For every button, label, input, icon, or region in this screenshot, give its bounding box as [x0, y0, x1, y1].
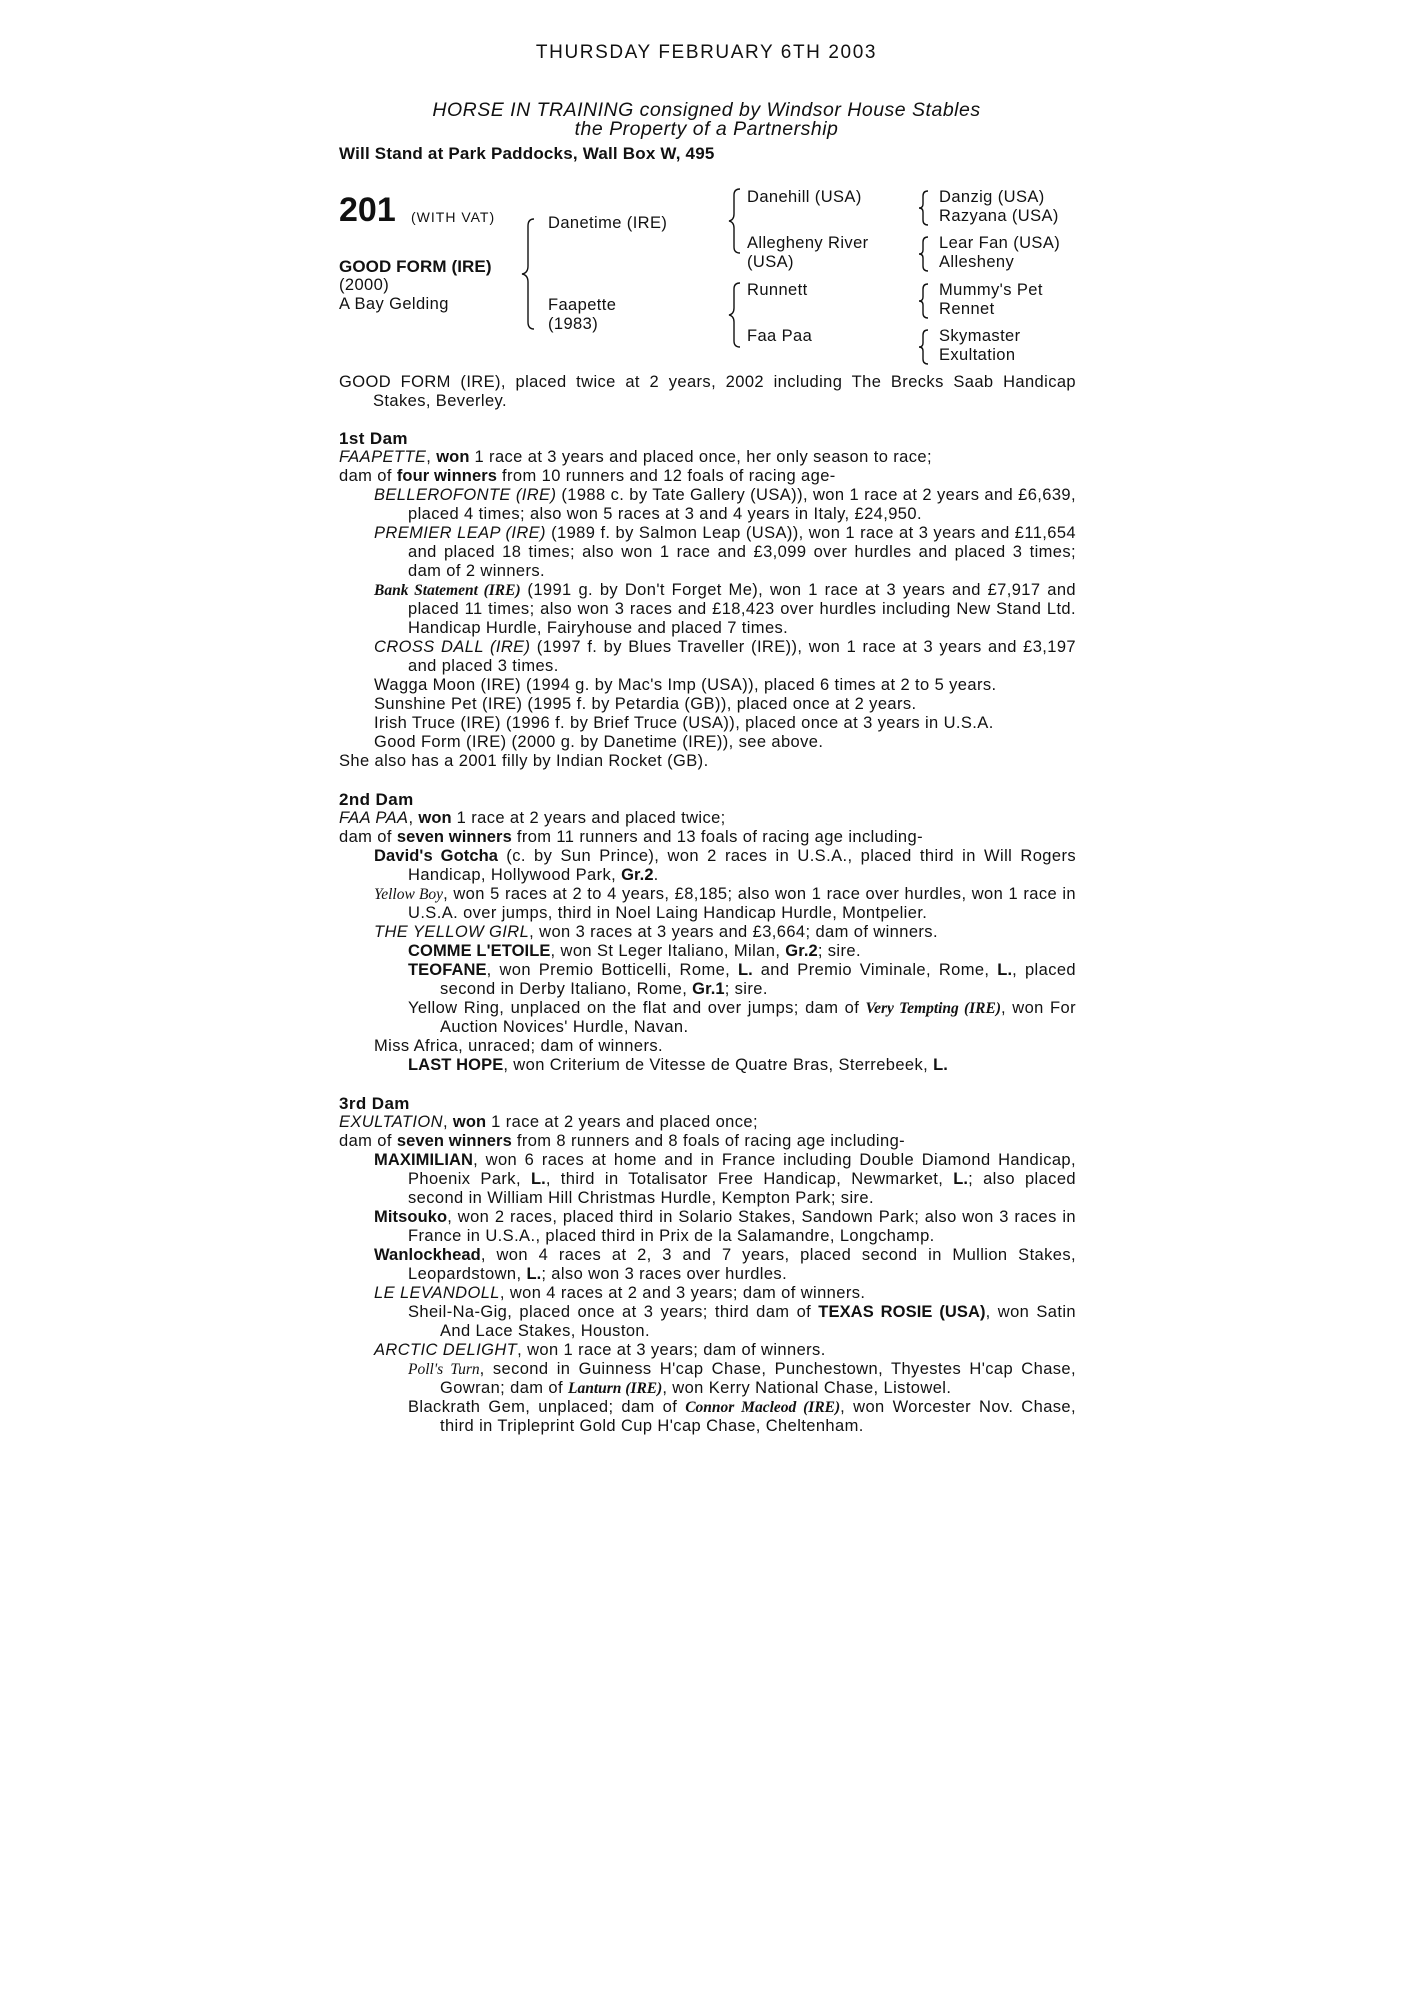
first-dam-heading: 1st Dam: [339, 429, 408, 448]
sire-sire: Danehill (USA): [747, 188, 862, 206]
second-dam-section: [339, 790, 1076, 1075]
third-dam-name: EXULTATION: [339, 1113, 443, 1131]
ancestor-3: Lear Fan (USA): [939, 234, 1061, 252]
consignor-text: HORSE IN TRAINING consigned by Windsor House Stables: [432, 99, 981, 121]
pedigree-brace-g12: [918, 190, 932, 226]
ancestor-6: Rennet: [939, 300, 995, 318]
produce-entry: MAXIMILIAN, won 6 races at home and in France including Double Diamond Handicap, Phoenix Park, L., third in Totalisator Free Handicap, Newmarket, L.; also placed second in William Hill Christmas Hurdle, Kempton Park; sire.: [374, 1151, 1076, 1207]
stand-location: Will Stand at Park Paddocks, Wall Box W, 495: [339, 144, 715, 163]
produce-entry: LE LEVANDOLL, won 4 races at 2 and 3 years; dam of winners.: [374, 1284, 866, 1302]
pedigree-brace-sire: [728, 188, 744, 254]
second-dam-name: FAA PAA: [339, 809, 409, 827]
produce-entry: Wagga Moon (IRE) (1994 g. by Mac's Imp (USA)), placed 6 times at 2 to 5 years.: [374, 676, 997, 694]
produce-entry: PREMIER LEAP (IRE) (1989 f. by Salmon Leap (USA)), won 1 race at 3 years and £11,654 and placed 18 times; also won 1 race and £3,099 over hurdles and placed 3 times; dam of 2 winners.: [374, 524, 1077, 580]
sire-name: Danetime (IRE): [548, 214, 668, 232]
ancestor-7: Skymaster: [939, 327, 1021, 345]
produce-entry: Yellow Boy, won 5 races at 2 to 4 years, £8,185; also won 1 race over hurdles, won 1 race in U.S.A. over jumps, third in Noel Laing Handicap Hurdle, Montpelier.: [374, 885, 1076, 922]
ancestor-1: Danzig (USA): [939, 188, 1045, 206]
horse-description: A Bay Gelding: [339, 295, 449, 313]
first-dam-section: [339, 429, 1076, 771]
second-dam-heading: 2nd Dam: [339, 790, 414, 809]
pedigree-brace-g34: [918, 236, 932, 272]
third-dam-heading: 3rd Dam: [339, 1094, 410, 1113]
produce-entry: Good Form (IRE) (2000 g. by Danetime (IRE)), see above.: [374, 733, 824, 751]
first-dam-produce: dam of four winners from 10 runners and 12 foals of racing age-: [339, 467, 836, 485]
sire-dam-suffix: (USA): [747, 253, 794, 271]
produce-entry: LAST HOPE, won Criterium de Vitesse de Quatre Bras, Sterrebeek, L.: [408, 1056, 948, 1074]
produce-entry: Wanlockhead, won 4 races at 2, 3 and 7 years, placed second in Mullion Stakes, Leopardstown, L.; also won 3 races over hurdles.: [374, 1246, 1076, 1283]
produce-entry: Sheil-Na-Gig, placed once at 3 years; third dam of TEXAS ROSIE (USA), won Satin And Lace Stakes, Houston.: [408, 1303, 1076, 1340]
second-dam-produce: dam of seven winners from 11 runners and 13 foals of racing age including-: [339, 828, 923, 846]
third-dam-record: EXULTATION, won 1 race at 2 years and placed once;: [339, 1113, 758, 1131]
vat-note: (WITH VAT): [411, 209, 496, 225]
pedigree-brace-main: [520, 218, 540, 330]
horse-year: (2000): [339, 276, 390, 294]
lot-number: 201: [339, 191, 396, 229]
third-dam-section: [339, 1094, 1076, 1436]
dam-sire: Runnett: [747, 281, 808, 299]
produce-entry: COMME L'ETOILE, won St Leger Italiano, Milan, Gr.2; sire.: [408, 942, 861, 960]
produce-entry: Sunshine Pet (IRE) (1995 f. by Petardia (GB)), placed once at 2 years.: [374, 695, 917, 713]
produce-entry: Yellow Ring, unplaced on the flat and over jumps; dam of Very Tempting (IRE), won For Auction Novices' Hurdle, Navan.: [408, 999, 1076, 1036]
ancestor-8: Exultation: [939, 346, 1016, 364]
produce-entry: Poll's Turn, second in Guinness H'cap Chase, Punchestown, Thyestes H'cap Chase, Gowran; dam of Lanturn (IRE), won Kerry National Chase, Listowel.: [408, 1360, 1076, 1397]
race-summary: [339, 373, 1076, 411]
ancestor-2: Razyana (USA): [939, 207, 1059, 225]
dam-year: (1983): [548, 315, 599, 333]
produce-entry: Blackrath Gem, unplaced; dam of Connor Macleod (IRE), won Worcester Nov. Chase, third in Tripleprint Gold Cup H'cap Chase, Cheltenham.: [408, 1398, 1076, 1435]
produce-entry: Bank Statement (IRE) (1991 g. by Don't Forget Me), won 1 race at 3 years and £7,917 and placed 11 times; also won 3 races and £18,423 over hurdles including New Stand Ltd. Handicap Hurdle, Fairyhouse and placed 7 times.: [374, 581, 1077, 637]
dam-dam: Faa Paa: [747, 327, 813, 345]
property-text: the Property of a Partnership: [574, 118, 839, 140]
produce-entry: CROSS DALL (IRE) (1997 f. by Blues Traveller (IRE)), won 1 race at 3 years and £3,197 and placed 3 times.: [374, 638, 1076, 675]
produce-entry: ARCTIC DELIGHT, won 1 race at 3 years; dam of winners.: [374, 1341, 826, 1359]
produce-entry: THE YELLOW GIRL, won 3 races at 3 years and £3,664; dam of winners.: [374, 923, 938, 941]
consignor-line: [0, 101, 1413, 139]
summary-line-2: Stakes, Beverley.: [373, 392, 507, 410]
summary-line-1: GOOD FORM (IRE), placed twice at 2 years, 2002 including The Brecks Saab Handicap: [339, 373, 1076, 391]
dam-name: Faapette: [548, 296, 617, 314]
produce-entry: BELLEROFONTE (IRE) (1988 c. by Tate Gallery (USA)), won 1 race at 2 years and £6,639, placed 4 times; also won 5 races at 3 and 4 years in Italy, £24,950.: [374, 486, 1076, 523]
third-dam-produce: dam of seven winners from 8 runners and 8 foals of racing age including-: [339, 1132, 906, 1150]
first-dam-name: FAAPETTE: [339, 448, 427, 466]
produce-entry: Mitsouko, won 2 races, placed third in Solario Stakes, Sandown Park; also won 3 races in France in U.S.A., placed third in Prix de la Salamandre, Longchamp.: [374, 1208, 1076, 1245]
ancestor-5: Mummy's Pet: [939, 281, 1043, 299]
pedigree-brace-g56: [918, 283, 932, 319]
second-dam-record: FAA PAA, won 1 race at 2 years and placed twice;: [339, 809, 726, 827]
ancestor-4: Allesheny: [939, 253, 1015, 271]
pedigree-brace-g78: [918, 329, 932, 365]
pedigree-brace-dam: [728, 282, 744, 348]
produce-entry: Miss Africa, unraced; dam of winners.: [374, 1037, 663, 1055]
first-dam-record: FAAPETTE, won 1 race at 3 years and placed once, her only season to race;: [339, 448, 932, 466]
sire-dam: Allegheny River: [747, 234, 869, 252]
produce-entry: TEOFANE, won Premio Botticelli, Rome, L. and Premio Viminale, Rome, L., placed second in Derby Italiano, Rome, Gr.1; sire.: [408, 961, 1076, 998]
produce-entry: Irish Truce (IRE) (1996 f. by Brief Truce (USA)), placed once at 3 years in U.S.A.: [374, 714, 994, 732]
produce-entry: David's Gotcha (c. by Sun Prince), won 2 races in U.S.A., placed third in Will Rogers Handicap, Hollywood Park, Gr.2.: [374, 847, 1077, 884]
first-dam-note: She also has a 2001 filly by Indian Rocket (GB).: [339, 752, 709, 770]
sale-date: THURSDAY FEBRUARY 6TH 2003: [535, 42, 878, 63]
horse-name: GOOD FORM (IRE): [339, 257, 492, 276]
